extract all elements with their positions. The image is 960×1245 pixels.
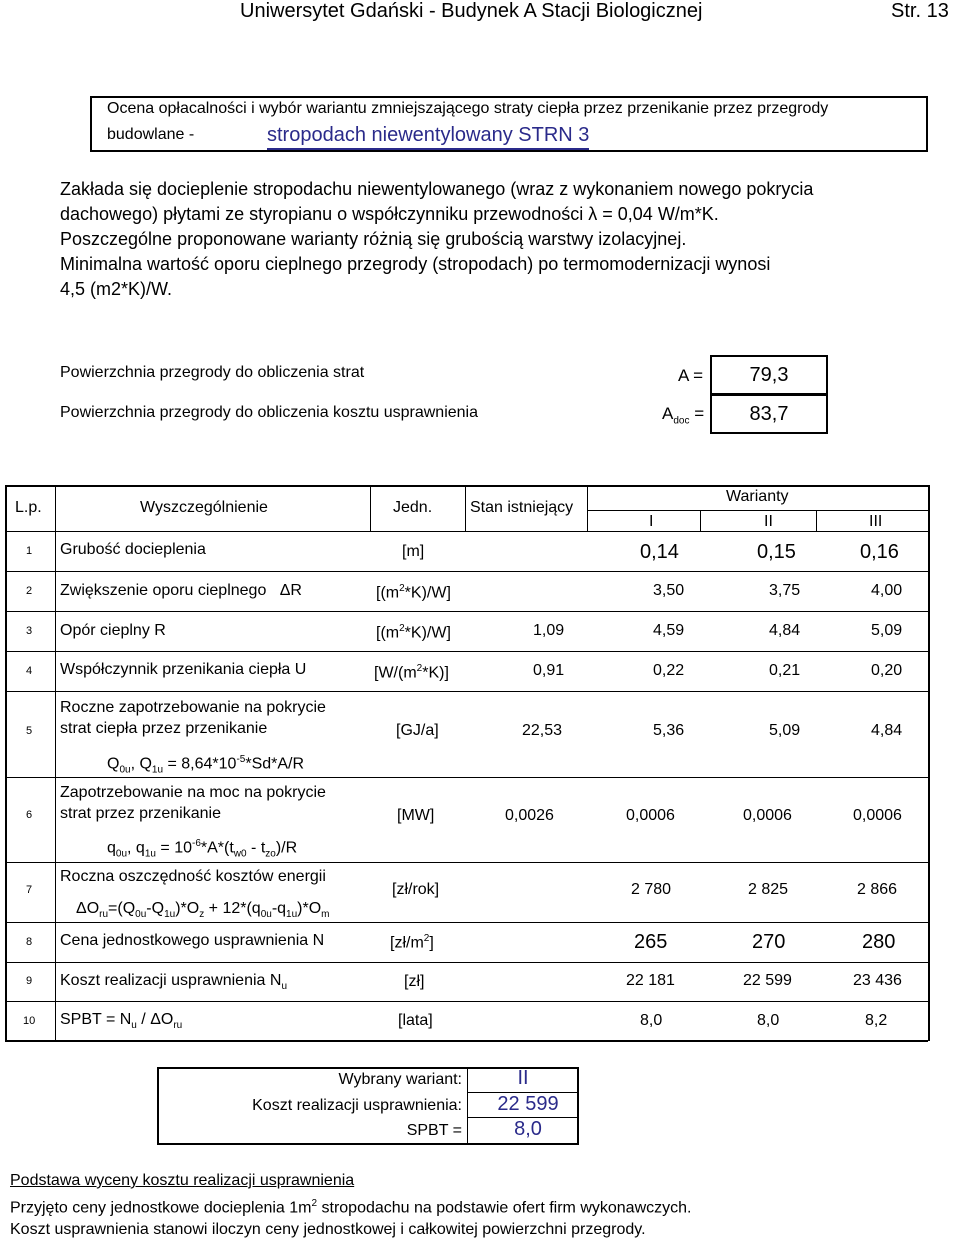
variant-1-value: 0,14 <box>640 541 679 563</box>
area-doc-value: 83,7 <box>710 394 828 434</box>
variant-1-value: 3,50 <box>653 582 685 599</box>
row-number: 8 <box>26 936 33 948</box>
footer-heading: Podstawa wyceny kosztu realizacji usprawnienia <box>10 1172 355 1189</box>
variant-3-value: 4,00 <box>871 582 903 599</box>
row-number: 10 <box>23 1015 36 1027</box>
area-doc-label: Powierzchnia przegrody do obliczenia kosztu usprawnienia <box>60 404 479 421</box>
variant-1-value: 0,22 <box>653 662 685 679</box>
existing-value: 22,53 <box>522 722 563 739</box>
row-description: Roczne zapotrzebowanie na pokrycie <box>60 699 326 716</box>
row-description: strat przez przenikanie <box>60 805 221 822</box>
row-unit: $[(m^2*K)/W]$ <box>376 623 451 642</box>
header-variant-2: II <box>764 513 773 530</box>
row-description: Zapotrzebowanie na moc na pokrycie <box>60 784 326 801</box>
variant-3-value: 5,09 <box>871 622 903 639</box>
spbt-label: SPBT = <box>406 1122 462 1139</box>
row-description: Grubość docieplenia <box>60 541 206 558</box>
variant-2-value: 270 <box>752 931 786 953</box>
row-unit: $[zł/m^2]$ <box>390 933 434 952</box>
row-formula: $\Delta O_{ru}=(Q_{0u}-Q_{1u})*O_z + 12*(q_{0u}-q_{1u})*O_m$ <box>76 900 330 921</box>
chosen-variant-label: Wybrany wariant: <box>338 1071 462 1088</box>
variant-3-value: 8,2 <box>865 1012 888 1029</box>
variant-1-value: 0,0006 <box>626 807 675 824</box>
intro-paragraph <box>60 177 920 302</box>
header-unit: Jedn. <box>393 499 433 516</box>
header-variant-1: I <box>649 513 654 530</box>
variant-2-value: 3,75 <box>769 582 801 599</box>
page-number: Str. 13 <box>891 0 949 22</box>
header-description: Wyszczególnienie <box>140 499 268 516</box>
chosen-variant-value: II <box>517 1067 529 1089</box>
variant-1-value: 5,36 <box>653 722 685 739</box>
row-description: Koszt realizacji usprawnienia $N_u$ <box>60 972 288 993</box>
variant-2-value: 4,84 <box>769 622 801 639</box>
variant-1-value: 265 <box>634 931 668 953</box>
row-formula: $q_{0u}$, $q_{1u} = 10^{-6}*A*(t_{w0} - t_{zo})/R$ <box>107 838 298 860</box>
row-unit: [lata] <box>398 1012 433 1029</box>
variant-1-value: 2 780 <box>631 881 672 898</box>
row-unit: [zł/rok] <box>392 881 440 898</box>
cost-label: Koszt realizacji usprawnienia: <box>252 1097 462 1114</box>
variant-3-value: 0,16 <box>860 541 899 563</box>
existing-value: 0,91 <box>533 662 565 679</box>
section-title-highlight: stropodach niewentylowany STRN 3 <box>267 124 590 146</box>
variant-1-value: 4,59 <box>653 622 685 639</box>
page-header <box>0 0 960 28</box>
section-title-prefix: budowlane - <box>107 126 195 143</box>
footer-line: Przyjęto ceny jednostkowe docieplenia $1m^2$ stropodachu na podstawie ofert firm wykonawczych. <box>10 1198 692 1217</box>
variant-2-value: 8,0 <box>757 1012 780 1029</box>
intro-line: dachowego) płytami ze styropianu o współczynniku przewodności λ = 0,04 W/m*K. <box>60 204 719 224</box>
row-formula: $Q_{0u}$, $Q_{1u} = 8,64*10^{-5}*Sd*A/R$ <box>107 754 305 776</box>
row-description: Współczynnik przenikania ciepła U <box>60 661 307 678</box>
row-description: Opór cieplny R <box>60 622 166 639</box>
variant-1-value: 8,0 <box>640 1012 663 1029</box>
variant-2-value: 5,09 <box>769 722 801 739</box>
row-number: 6 <box>26 809 33 821</box>
area-doc-symbol: $A_{doc}$ = <box>662 404 705 427</box>
existing-value: 0,0026 <box>505 807 554 824</box>
area-label: Powierzchnia przegrody do obliczenia strat <box>60 364 365 381</box>
variant-3-value: 23 436 <box>853 972 902 989</box>
area-symbol: A = <box>678 366 704 385</box>
variant-3-value: 0,0006 <box>853 807 902 824</box>
row-number: 2 <box>26 585 33 597</box>
header-variants: Warianty <box>726 488 789 505</box>
variant-2-value: 2 825 <box>748 881 789 898</box>
row-description: Cena jednostkowego usprawnienia N <box>60 932 325 949</box>
header-existing: Stan istniejący <box>470 499 574 516</box>
footer-line: Koszt usprawnienia stanowi iloczyn ceny jednostkowej i całkowitej powierzchni przegrody. <box>10 1221 646 1238</box>
row-number: 5 <box>26 725 33 737</box>
spbt-value: 8,0 <box>514 1118 542 1140</box>
row-unit: $[(m^2*K)/W]$ <box>376 583 451 602</box>
intro-line: Minimalna wartość oporu cieplnego przegrody (stropodach) po termomodernizacji wynosi <box>60 254 771 274</box>
variant-3-value: 0,20 <box>871 662 903 679</box>
variant-2-value: 22 599 <box>743 972 792 989</box>
variant-2-value: 0,15 <box>757 541 796 563</box>
row-unit: [MW] <box>397 807 435 824</box>
header-lp: L.p. <box>15 499 42 516</box>
variant-3-value: 280 <box>862 931 896 953</box>
row-number: 9 <box>26 975 33 987</box>
area-value: 79,3 <box>710 355 828 395</box>
row-description: strat ciepła przez przenikanie <box>60 720 268 737</box>
section-title-line1: Ocena opłacalności i wybór wariantu zmniejszającego straty ciepła przez przenikanie przez przegrody <box>107 100 829 117</box>
header-variant-3: III <box>869 513 883 530</box>
row-unit: [GJ/a] <box>396 722 439 739</box>
row-number: 7 <box>26 884 33 896</box>
row-number: 3 <box>26 625 33 637</box>
row-number: 1 <box>26 545 33 557</box>
existing-value: 1,09 <box>533 622 565 639</box>
row-unit: $[W/(m^2*K)]$ <box>374 663 449 682</box>
row-description: Zwiększenie oporu cieplnego ΔR <box>60 582 302 599</box>
row-description: Roczna oszczędność kosztów energii <box>60 868 326 885</box>
variant-3-value: 4,84 <box>871 722 903 739</box>
cost-value: 22 599 <box>497 1093 559 1115</box>
row-number: 4 <box>26 665 33 677</box>
variant-1-value: 22 181 <box>626 972 675 989</box>
variant-2-value: 0,0006 <box>743 807 792 824</box>
variant-3-value: 2 866 <box>857 881 898 898</box>
row-unit: [m] <box>402 543 425 560</box>
variant-2-value: 0,21 <box>769 662 801 679</box>
intro-line: 4,5 (m2*K)/W. <box>60 279 173 299</box>
row-unit: [zł] <box>404 973 425 990</box>
row-formula: SPBT = $N_u / \Delta O_{ru}$ <box>60 1011 183 1032</box>
document-title: Uniwersytet Gdański - Budynek A Stacji Biologicznej <box>240 0 703 22</box>
intro-line: Poszczególne proponowane warianty różnią się grubością warstwy izolacyjnej. <box>60 229 687 249</box>
intro-line: Zakłada się docieplenie stropodachu niewentylowanego (wraz z wykonaniem nowego pokrycia <box>60 179 814 199</box>
